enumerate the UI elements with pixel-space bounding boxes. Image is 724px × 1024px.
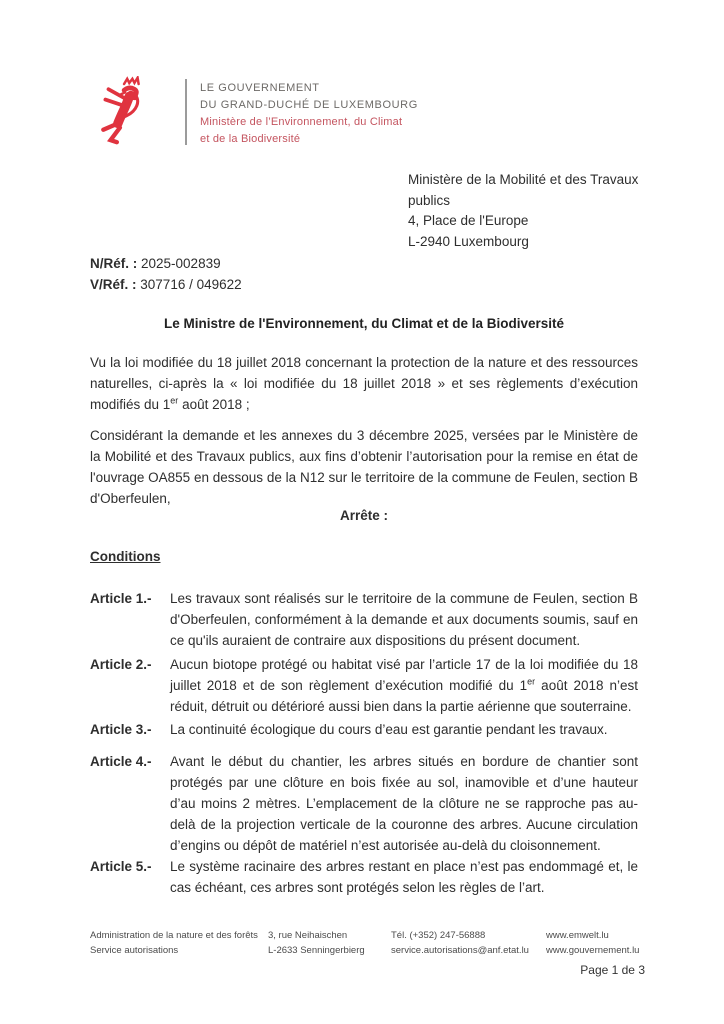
document-title: Le Ministre de l'Environnement, du Climat et de la Biodiversité [163, 316, 565, 331]
article-4-text: Avant le début du chantier, les arbres situés en bordure de chantier sont protégés par une clôture en bois fixée au sol, inamovible et d’une hauteur d’au moins 2 mètres. L’emplacement de la clôture ne se rapproche pas au-delà de la projection verticale de la couronne des arbres. Aucune circulation d’engins ou dépôt de matériel n’est autorisée au-delà du cloisonnement. [170, 754, 638, 853]
paragraph-vu-text: Vu la loi modifiée du 18 juillet 2018 concernant la protection de la nature et des ressources naturelles, ci-après la « loi modifiée du 18 juillet 2018 » et ses règlements d’exécution modifiés du 1 [90, 355, 638, 412]
footer-email: service.autorisations@anf.etat.lu [391, 945, 529, 956]
government-name-line1: LE GOUVERNEMENT [200, 82, 320, 94]
recipient-line: publics [408, 192, 451, 208]
footer-street: 3, rue Neihaischen [268, 930, 348, 941]
arrete-heading: Arrête : [339, 508, 388, 523]
article-2-label: Article 2.- [90, 657, 152, 672]
letterhead-divider [185, 79, 187, 145]
our-reference-label: N/Réf. : [90, 256, 138, 271]
article-1 [90, 588, 638, 651]
government-letterhead [95, 76, 418, 148]
footer-contact [391, 928, 529, 958]
paragraph-vu [90, 352, 638, 415]
your-reference-value: 307716 / 049622 [140, 276, 242, 292]
footer-postal-address [268, 928, 365, 958]
footer-phone: Tél. (+352) 247-56888 [391, 930, 486, 941]
luxembourg-lion-rampant-icon [95, 76, 149, 146]
paragraph-considerant: Considérant la demande et les annexes du 3 décembre 2025, versées par le Ministère de la Mobilité et des Travaux publics, aux fins d’obtenir l’autorisation pour la remise en état de l'ouvrage OA855 en dessous de la N12 sur le territoire de la commune de Feulen, section B d'Oberfeulen, [90, 428, 638, 506]
article-5 [90, 856, 638, 898]
reference-block [90, 254, 242, 295]
recipient-line: L-2940 Luxembourg [408, 233, 529, 249]
footer-org-line1: Administration de la nature et des forêts [90, 930, 258, 941]
footer-city: L-2633 Senningerbierg [268, 945, 365, 956]
ministry-name-line2: et de la Biodiversité [200, 133, 301, 145]
our-reference [90, 254, 242, 275]
article-4-label: Article 4.- [90, 754, 152, 769]
ordinal-superscript: er [170, 395, 179, 406]
footer-org-line2: Service autorisations [90, 945, 179, 956]
recipient-address [408, 170, 638, 252]
article-5-label: Article 5.- [90, 859, 152, 874]
letterhead-text [200, 76, 418, 148]
page-number: Page 1 de 3 [580, 963, 645, 977]
your-reference-label: V/Réf. : [90, 276, 137, 292]
article-5-text: Le système racinaire des arbres restant en place n’est pas endommagé et, le cas échéant, ces arbres sont protégés selon les règles de l’art. [170, 859, 638, 895]
article-1-text: Les travaux sont réalisés sur le territoire de la commune de Feulen, section B d'Oberfeulen, conformément à la demande et aux documents soumis, sauf en ce qu'ils auraient de contraire aux dispositions du présent document. [170, 591, 638, 648]
footer-website-gouvernement: www.gouvernement.lu [546, 945, 640, 956]
footer-website-emwelt: www.emwelt.lu [546, 930, 609, 941]
article-4 [90, 751, 638, 856]
your-reference [90, 275, 242, 296]
paragraph-vu-text-end: août 2018 ; [178, 397, 250, 412]
ordinal-superscript: er [527, 676, 536, 687]
article-1-label: Article 1.- [90, 591, 152, 606]
conditions-heading: Conditions [90, 549, 161, 564]
government-name-line2: DU GRAND-DUCHÉ DE LUXEMBOURG [200, 99, 418, 111]
recipient-line: Ministère de la Mobilité et des Travaux [408, 172, 639, 187]
article-2-text [170, 654, 638, 717]
footer-organisation [90, 928, 258, 958]
ministry-name-line1: Ministère de l’Environnement, du Climat [200, 116, 403, 128]
footer-websites [546, 928, 639, 958]
article-2 [90, 654, 638, 717]
article-2-text-end: août 2018 n’est réduit, détruit ou détérioré aussi bien dans la partie aérienne que souterraine. [170, 678, 638, 714]
recipient-line: 4, Place de l'Europe [408, 213, 529, 228]
article-3-label: Article 3.- [90, 722, 152, 737]
article-3 [90, 719, 638, 740]
article-3-text: La continuité écologique du cours d’eau est garantie pendant les travaux. [170, 722, 608, 737]
our-reference-value: 2025-002839 [141, 256, 221, 271]
article-2-text-start: Aucun biotope protégé ou habitat visé par l’article 17 de la loi modifiée du 18 juillet 2018 et de son règlement d’exécution modifié du 1 [170, 657, 638, 693]
